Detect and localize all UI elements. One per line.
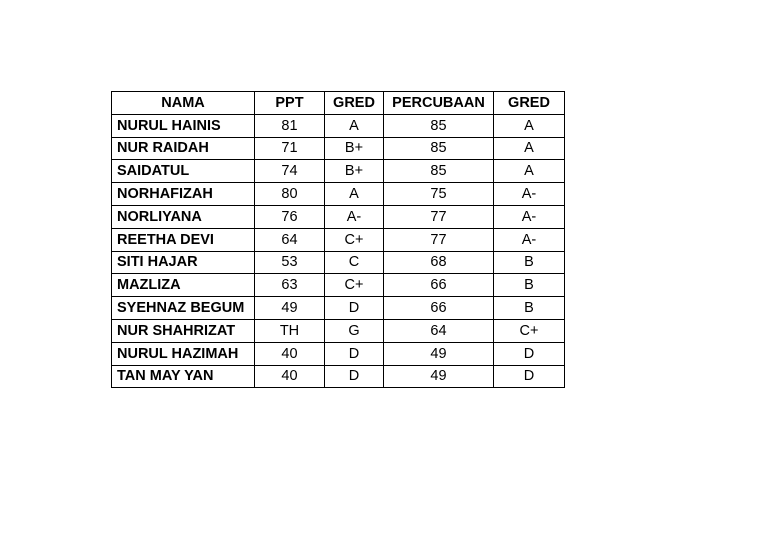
table-row [112,342,565,365]
cell-gred-percubaan: A- [494,183,565,206]
cell-gred-percubaan: A- [494,205,565,228]
cell-gred-ppt: B+ [325,160,384,183]
table-row [112,183,565,206]
table-row [112,205,565,228]
cell-ppt: 80 [255,183,325,206]
cell-percubaan: 49 [384,365,494,388]
cell-nama: TAN MAY YAN [112,365,255,388]
cell-ppt: 74 [255,160,325,183]
cell-ppt: 81 [255,114,325,137]
cell-gred-percubaan: A [494,137,565,160]
cell-gred-ppt: D [325,342,384,365]
cell-gred-percubaan: B [494,274,565,297]
cell-nama: NURUL HAINIS [112,114,255,137]
cell-nama: SYEHNAZ BEGUM [112,297,255,320]
cell-gred-percubaan: A [494,114,565,137]
cell-gred-ppt: G [325,319,384,342]
cell-nama: MAZLIZA [112,274,255,297]
cell-percubaan: 75 [384,183,494,206]
header-row [112,92,565,115]
cell-gred-percubaan: C+ [494,319,565,342]
cell-nama: NUR SHAHRIZAT [112,319,255,342]
cell-nama: REETHA DEVI [112,228,255,251]
cell-nama: SAIDATUL [112,160,255,183]
cell-gred-ppt: A [325,183,384,206]
cell-gred-percubaan: A [494,160,565,183]
header-gred-ppt: GRED [325,92,384,115]
cell-gred-ppt: C [325,251,384,274]
cell-percubaan: 64 [384,319,494,342]
table-row [112,228,565,251]
cell-gred-ppt: C+ [325,274,384,297]
header-nama: NAMA [112,92,255,115]
cell-gred-percubaan: A- [494,228,565,251]
header-percubaan: PERCUBAAN [384,92,494,115]
cell-gred-percubaan: B [494,251,565,274]
table-body [112,114,565,388]
cell-nama: SITI HAJAR [112,251,255,274]
cell-percubaan: 85 [384,114,494,137]
cell-percubaan: 77 [384,228,494,251]
cell-ppt: 40 [255,365,325,388]
cell-percubaan: 77 [384,205,494,228]
cell-ppt: 71 [255,137,325,160]
cell-gred-percubaan: B [494,297,565,320]
cell-ppt: 49 [255,297,325,320]
results-table [111,91,565,388]
cell-gred-ppt: B+ [325,137,384,160]
cell-gred-ppt: D [325,365,384,388]
cell-percubaan: 85 [384,160,494,183]
cell-ppt: 64 [255,228,325,251]
cell-gred-ppt: C+ [325,228,384,251]
cell-nama: NORLIYANA [112,205,255,228]
cell-nama: NORHAFIZAH [112,183,255,206]
cell-gred-ppt: D [325,297,384,320]
cell-nama: NUR RAIDAH [112,137,255,160]
header-gred-percubaan: GRED [494,92,565,115]
cell-gred-ppt: A [325,114,384,137]
table-row [112,365,565,388]
table-row [112,297,565,320]
cell-ppt: TH [255,319,325,342]
cell-ppt: 53 [255,251,325,274]
cell-gred-ppt: A- [325,205,384,228]
cell-gred-percubaan: D [494,365,565,388]
cell-percubaan: 49 [384,342,494,365]
cell-percubaan: 66 [384,297,494,320]
cell-ppt: 76 [255,205,325,228]
cell-percubaan: 85 [384,137,494,160]
cell-ppt: 40 [255,342,325,365]
table-row [112,114,565,137]
table-row [112,274,565,297]
cell-ppt: 63 [255,274,325,297]
cell-nama: NURUL HAZIMAH [112,342,255,365]
cell-percubaan: 66 [384,274,494,297]
table-row [112,251,565,274]
cell-gred-percubaan: D [494,342,565,365]
header-ppt: PPT [255,92,325,115]
table-row [112,319,565,342]
table-row [112,160,565,183]
table-row [112,137,565,160]
cell-percubaan: 68 [384,251,494,274]
